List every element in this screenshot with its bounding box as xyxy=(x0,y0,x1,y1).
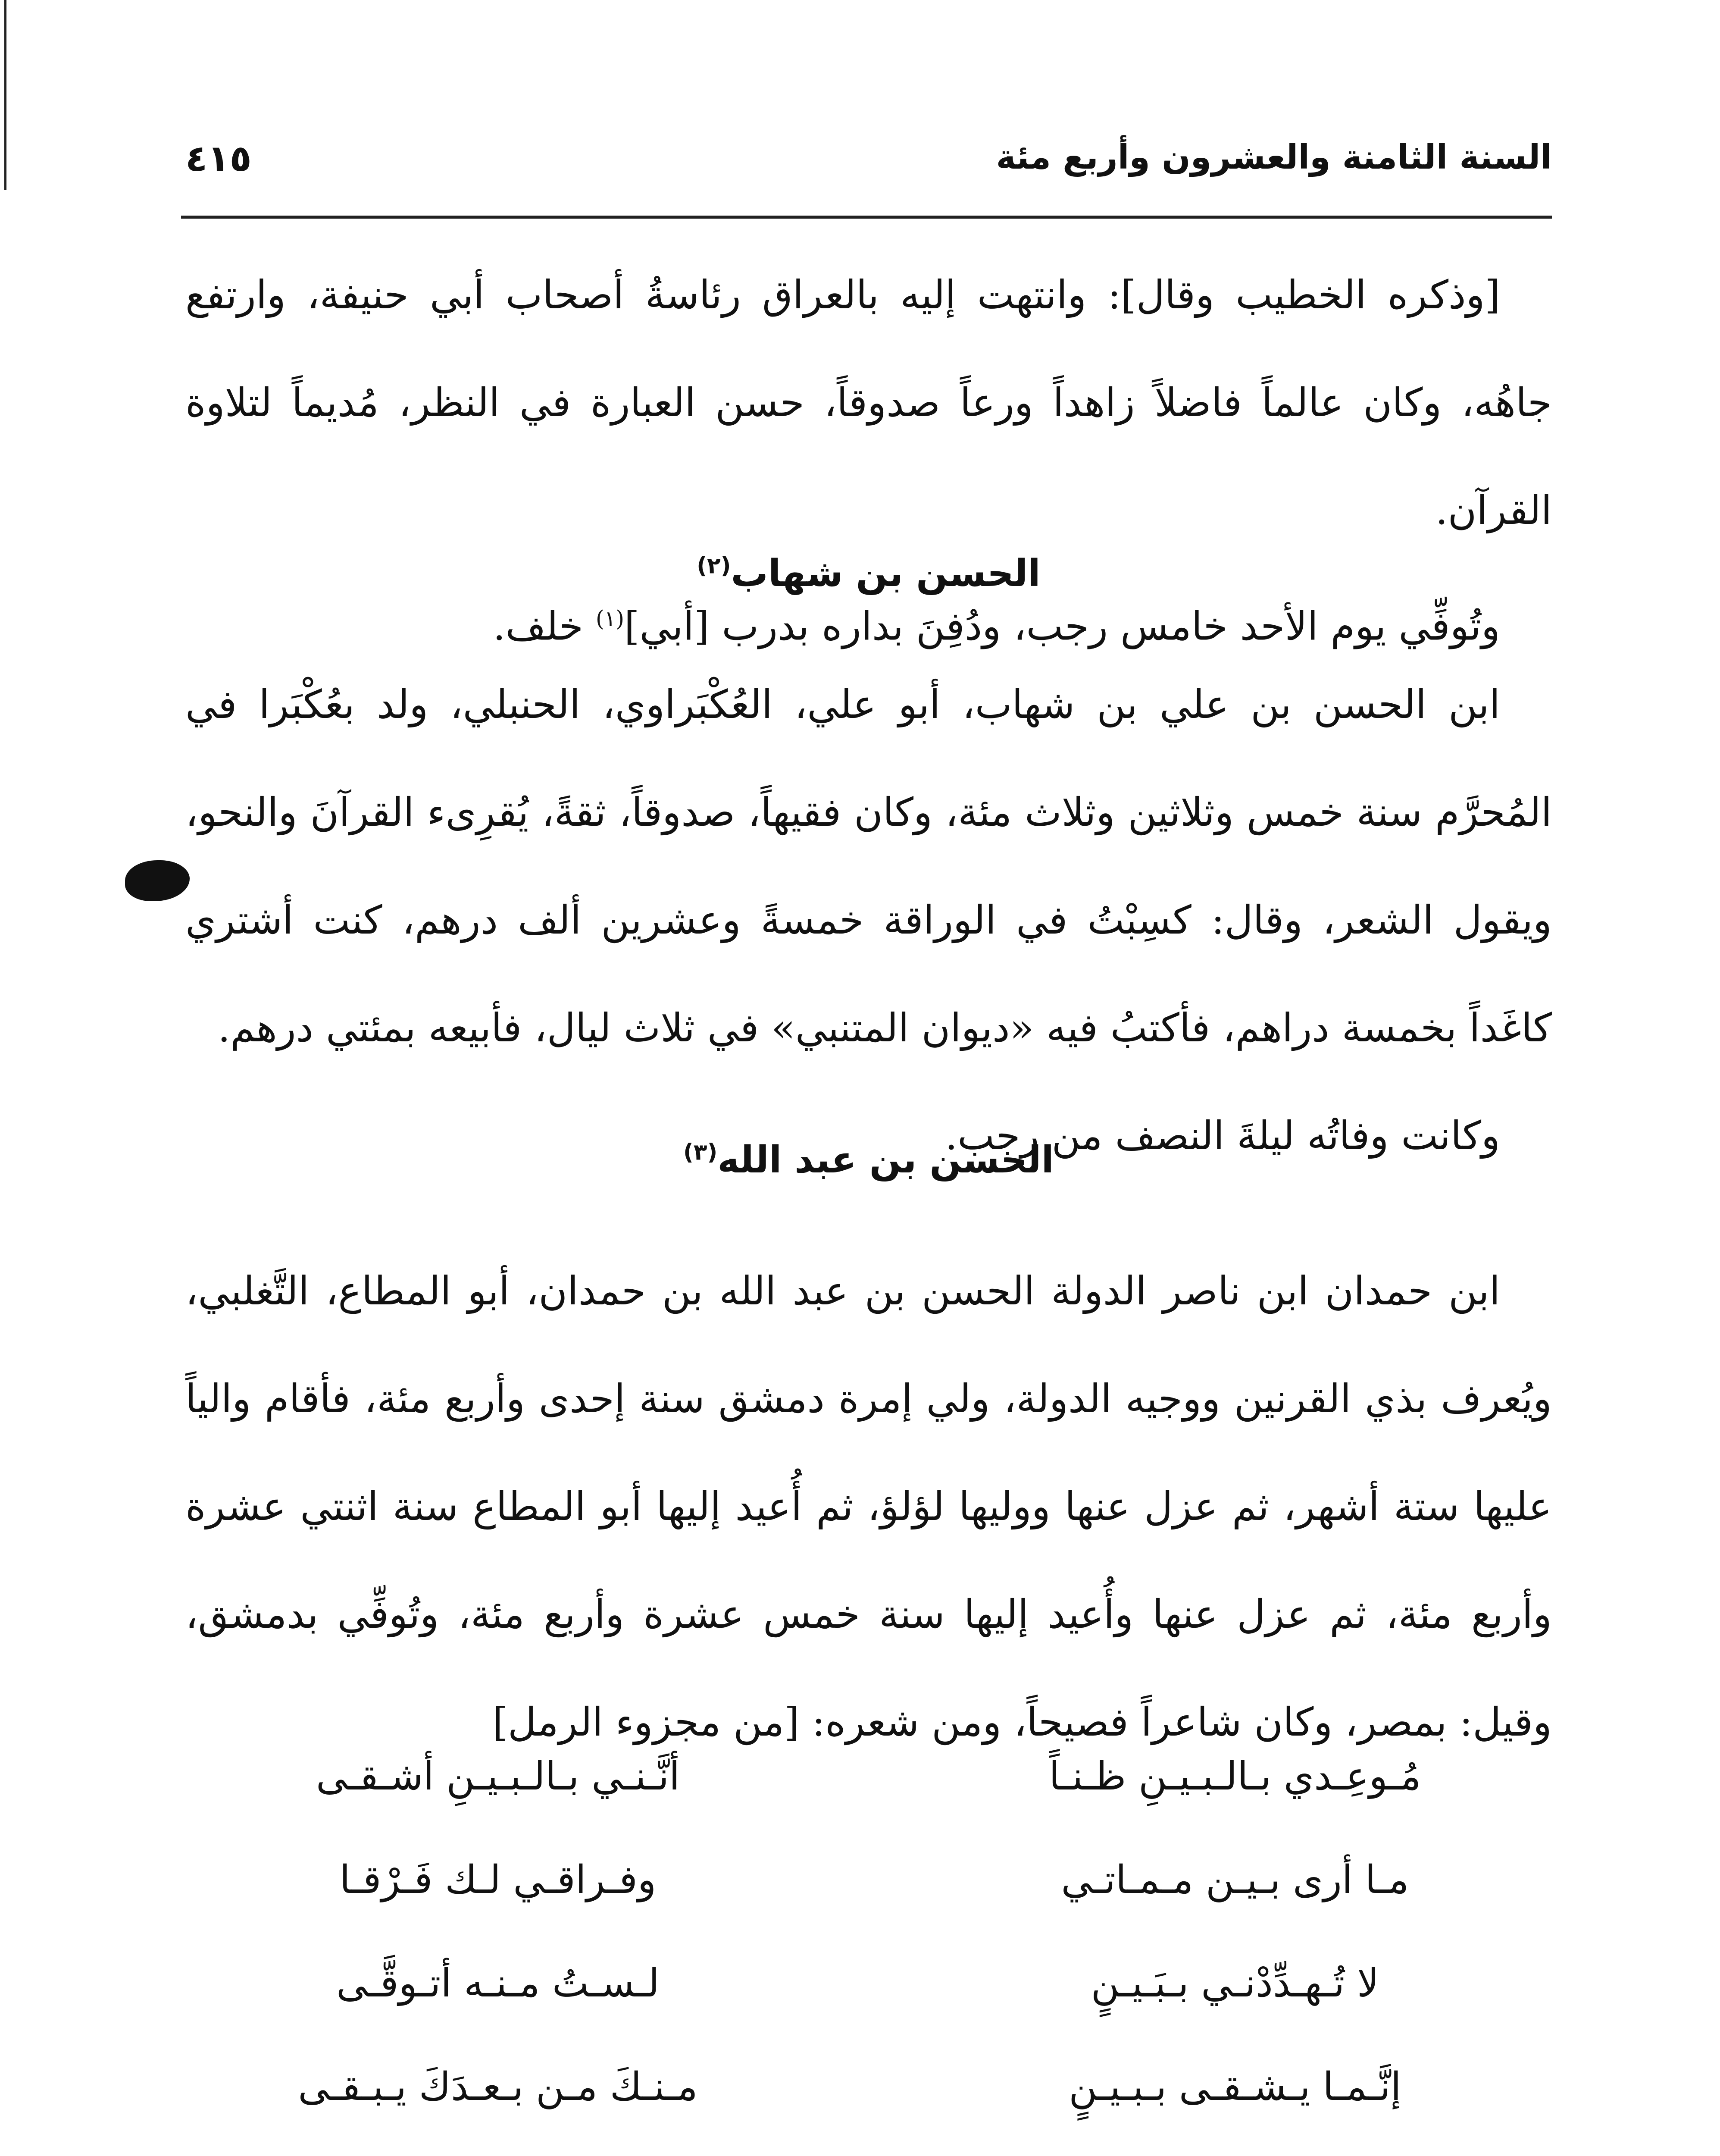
entry-heading-2-text: الحسن بن عبد الله xyxy=(717,1138,1054,1181)
entry-heading-hasan-bin-abdullah xyxy=(185,1138,1552,1181)
poem-verse xyxy=(181,1932,1552,2035)
poem-hemistich-first: مُـوعِـدي بـالـبـيـنِ ظـنـاً xyxy=(1049,1754,1421,1799)
page-number: ٤١٥ xyxy=(185,137,252,179)
poem-verse xyxy=(181,1828,1552,1932)
poem-hemistich-first: إنَّـمـا يـشـقـى بـبـيـنٍ xyxy=(1069,2064,1401,2109)
entry-2-body xyxy=(185,1238,1552,1777)
poem-hemistich-first: لا تُـهـدِّدْنـي بـبَـيـنٍ xyxy=(1091,1961,1379,2006)
intro-paragraph-2-end: خلف. xyxy=(493,604,596,649)
poem-verse xyxy=(181,2035,1552,2139)
entry-2-paragraph-1: ابن حمدان ابن ناصر الدولة الحسن بن عبد الله بن حمدان، أبو المطاع، التَّغلبي، ويُعرف بذي القرنين ووجيه الدولة، ولي إمرة دمشق سنة إحدى وأربع مئة، فأقام والياً عليها ستة أشهر، ثم عزل عنها ووليها لؤلؤ، ثم أُعيد إليها أبو المطاع سنة اثنتي عشرة وأربع مئة، ثم عزل عنها وأُعيد إليها سنة خمس عشرة وأربع مئة، وتُوفِّي بدمشق، وقيل: بمصر، وكان شاعراً فصيحاً، ومن شعره: [من مجزوء الرمل] xyxy=(185,1269,1552,1745)
poem-hemistich-second: وفـراقـي لـك فَـرْقـا xyxy=(339,1857,657,1902)
header-divider xyxy=(181,216,1552,219)
ink-blot-mark xyxy=(125,860,190,901)
footnote-ref-3: (٣) xyxy=(683,1139,718,1166)
entry-1-body xyxy=(185,651,1552,1190)
footnote-ref-1: (١) xyxy=(596,606,624,631)
entry-1-paragraph-2: وكانت وفاتُه ليلةَ النصف من رجب. xyxy=(945,1113,1500,1159)
entry-1-paragraph-1: ابن الحسن بن علي بن شهاب، أبو علي، العُكْبَراوي، الحنبلي، ولد بعُكْبَرا في المُحرَّم سنة خمس وثلاثين وثلاث مئة، وكان فقيهاً، صدوقاً، ثقةً، يُقرِىء القرآنَ والنحو، ويقول الشعر، وقال: كسِبْتُ في الوراقة خمسةً وعشرين ألف درهم، كنت أشتري كاغَداً بخمسة دراهم، فأكتبُ فيه «ديوان المتنبي» في ثلاث ليال، فأبيعه بمئتي درهم. xyxy=(185,682,1552,1051)
intro-paragraph-1: [وذكره الخطيب وقال]: وانتهت إليه بالعراق رئاسةُ أصحاب أبي حنيفة، وارتفع جاهُه، وكان عالماً فاضلاً زاهداً ورعاً صدوقاً، حسن العبارة في النظر، مُديماً لتلاوة القرآن. xyxy=(185,273,1552,533)
poem-hemistich-second: مـنـكَ مـن بـعـدَكَ يـبـقـى xyxy=(298,2064,698,2109)
poem-hemistich-second: أنَّـنـي بـالـبـيـنِ أشـقـى xyxy=(316,1754,680,1799)
entry-heading-hasan-bin-shihab xyxy=(185,552,1552,595)
intro-section xyxy=(185,241,1552,680)
intro-paragraph-2-text: وتُوفِّي يوم الأحد خامس رجب، ودُفِنَ بداره بدرب [أبي] xyxy=(624,604,1500,649)
poem-verse xyxy=(181,1725,1552,1828)
entry-heading-1-text: الحسن بن شهاب xyxy=(731,552,1041,595)
footnote-ref-2: (٢) xyxy=(697,553,731,579)
poem-hemistich-first: مـا أرى بـيـن مـمـاتـي xyxy=(1061,1857,1409,1902)
page-edge-line xyxy=(4,0,6,190)
poem-hemistich-second: لـسـتُ مـنـه أتـوقَّـى xyxy=(336,1961,660,2006)
running-header-title: السنة الثامنة والعشرون وأربع مئة xyxy=(996,138,1552,177)
